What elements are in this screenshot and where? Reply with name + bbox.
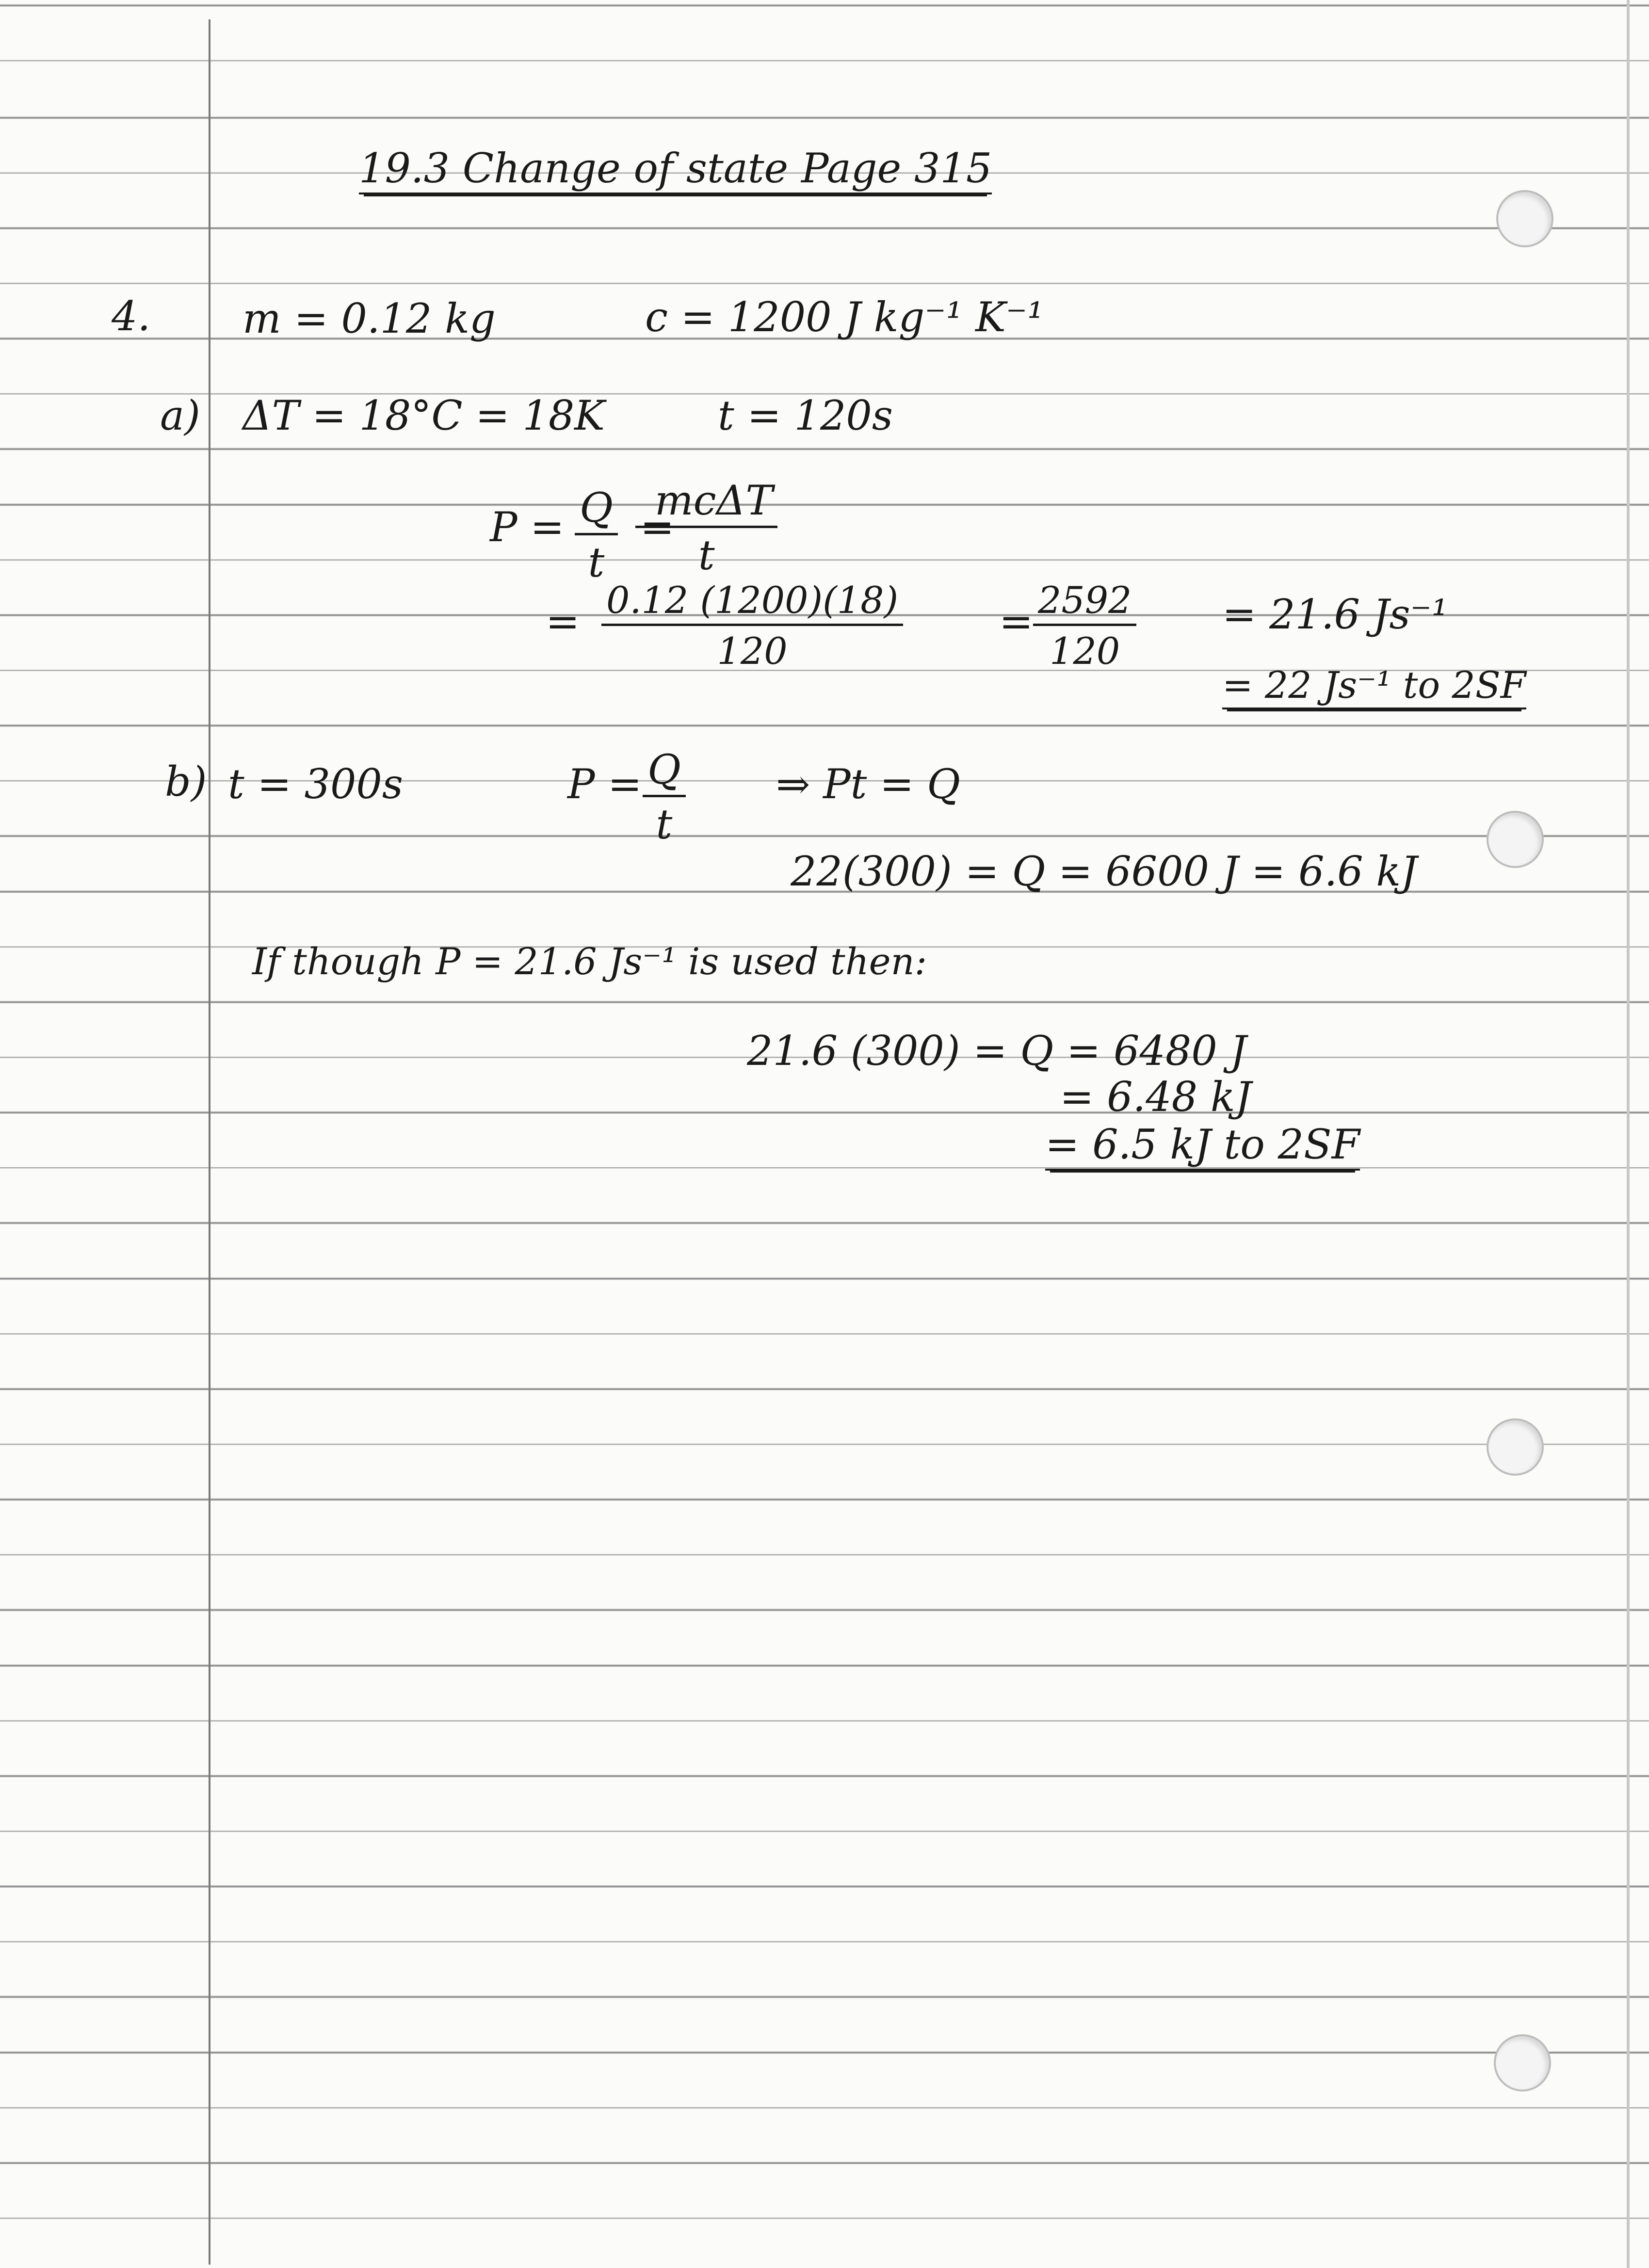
margin-line <box>209 19 210 2265</box>
punch-hole <box>1496 190 1553 247</box>
fraction-mcdt-over-t <box>635 477 777 579</box>
page-title: 19.3 Change of state Page 315 <box>359 148 992 194</box>
punch-hole <box>1494 2034 1551 2091</box>
energy-kj: = 6.48 kJ <box>1060 1073 1252 1121</box>
rearranged-equation: ⇒ Pt = Q <box>776 760 961 808</box>
punch-hole <box>1487 1418 1544 1476</box>
fraction-numerator: 0.12 (1200)(18) <box>601 582 903 626</box>
fraction-numerator: 2592 <box>1033 582 1136 626</box>
fraction-denominator: 120 <box>1050 629 1120 673</box>
fraction-denominator: t <box>698 531 715 579</box>
part-a-label: a) <box>160 392 200 439</box>
punch-hole <box>1487 811 1544 868</box>
question-number: 4. <box>112 292 151 340</box>
fraction-numerator: Q <box>643 749 686 797</box>
fraction-q-over-t <box>575 484 618 586</box>
fraction-numerator: Q <box>575 487 618 535</box>
equals-sign: = <box>546 598 580 645</box>
given-mass: m = 0.12 kg <box>242 295 496 342</box>
page-edge <box>1627 0 1630 2268</box>
equals-sign: = <box>640 503 675 551</box>
fraction-q-over-t-b <box>643 746 686 848</box>
fraction-denominator: t <box>588 539 605 586</box>
energy-rounded: = 6.5 kJ to 2SF <box>1045 1124 1360 1171</box>
power-rounded: = 22 Js⁻¹ to 2SF <box>1222 667 1526 709</box>
temperature-change: ΔT = 18°C = 18K <box>242 392 605 439</box>
power-lhs-a: P = <box>490 503 565 551</box>
fraction-denominator: t <box>656 801 673 848</box>
energy-alternative: 21.6 (300) = Q = 6480 J <box>747 1027 1247 1075</box>
time-a: t = 120s <box>718 392 893 439</box>
energy-calculation: 22(300) = Q = 6600 J = 6.6 kJ <box>791 848 1417 895</box>
fraction-numerator: mcΔT <box>635 480 777 528</box>
power-lhs-b: P = <box>567 760 642 808</box>
fraction-result <box>1033 579 1136 673</box>
alternative-note: If though P = 21.6 Js⁻¹ is used then: <box>252 940 927 983</box>
fraction-denominator: 120 <box>717 629 788 673</box>
time-b: t = 300s <box>228 760 403 808</box>
power-result: = 21.6 Js⁻¹ <box>1222 591 1448 638</box>
equals-sign: = <box>999 598 1034 645</box>
part-b-label: b) <box>165 758 207 805</box>
given-specific-heat: c = 1200 J kg⁻¹ K⁻¹ <box>645 293 1044 341</box>
fraction-substitution <box>601 579 903 673</box>
